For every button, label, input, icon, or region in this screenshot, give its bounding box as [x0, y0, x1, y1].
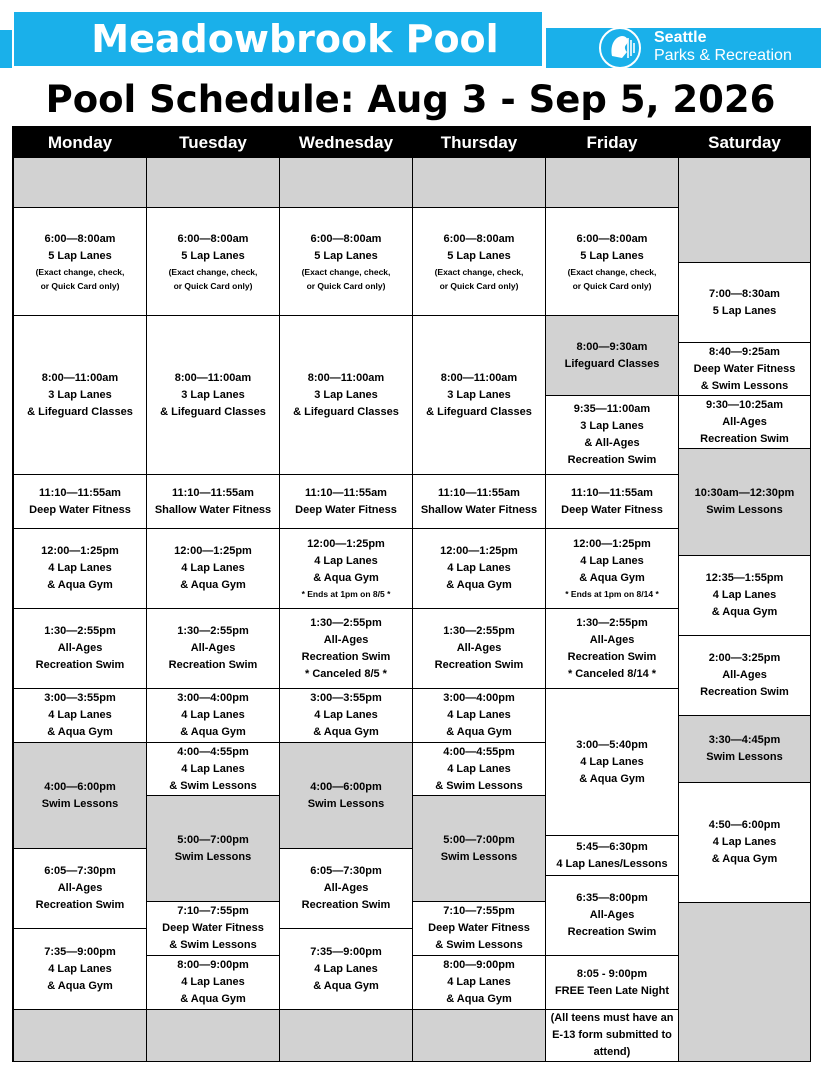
slot-text: 4 Lap Lanes [447, 709, 511, 721]
slot-text: & Aqua Gym [446, 726, 512, 738]
slot-note: or Quick Card only) [306, 280, 386, 291]
slot-note: (Exact change, check, [434, 266, 524, 277]
slot-note: or Quick Card only) [173, 280, 253, 291]
slot-text: 5 Lap Lanes [314, 249, 378, 262]
schedule-slot [147, 475, 280, 529]
slot-text: Recreation Swim [35, 659, 125, 671]
slot-text: & Swim Lessons [169, 939, 257, 951]
schedule-slot [413, 689, 546, 743]
schedule-slot [546, 836, 679, 876]
schedule-slot [14, 316, 147, 475]
slot-note: or Quick Card only) [439, 280, 519, 291]
schedule-slot [679, 903, 811, 1062]
slot-text: 6:35—8:00pm [576, 892, 648, 904]
slot-text: E-13 form submitted to [552, 1029, 672, 1041]
slot-text: 4 Lap Lanes [580, 555, 644, 567]
schedule-slot [147, 902, 280, 956]
schedule-grid [12, 126, 811, 1062]
slot-text: 1:30—2:55pm [177, 625, 249, 637]
slot-text: & Aqua Gym [47, 579, 113, 591]
day-header-wednesday: Wednesday [280, 128, 413, 158]
slot-text: Swim Lessons [706, 504, 783, 516]
slot-text: (All teens must have an [550, 1012, 674, 1024]
slot-text: 4 Lap Lanes [48, 562, 112, 574]
slot-text: All-Ages [722, 669, 767, 681]
slot-note: (Exact change, check, [168, 266, 258, 277]
slot-text: 12:00—1:25pm [174, 545, 252, 557]
slot-text: 4 Lap Lanes [181, 709, 245, 721]
slot-text: 3:30—4:45pm [708, 734, 781, 746]
slot-text: 9:30—10:25am [705, 398, 784, 411]
slot-text: 8:00—9:00pm [177, 959, 249, 971]
slot-text: 6:00—8:00am [44, 232, 116, 245]
slot-text: Recreation Swim [567, 926, 657, 938]
schedule-slot [14, 475, 147, 529]
slot-text: 5 Lap Lanes [712, 304, 777, 317]
slot-text: & Lifeguard Classes [426, 405, 532, 418]
slot-text: & Aqua Gym [446, 579, 512, 591]
slot-text: Recreation Swim [434, 659, 524, 671]
schedule-slot [280, 158, 413, 208]
slot-text: 3 Lap Lanes [447, 388, 511, 401]
schedule-slot [546, 876, 679, 956]
slot-text: & Swim Lessons [700, 379, 789, 392]
slot-text: 8:40—9:25am [709, 345, 780, 358]
slot-text: 6:00—8:00am [177, 232, 249, 245]
slot-text: 4:00—4:55pm [443, 745, 515, 758]
slot-text: & Aqua Gym [711, 853, 778, 865]
slot-text: Shallow Water Fitness [154, 503, 272, 516]
slot-note: (Exact change, check, [567, 266, 657, 277]
slot-text: & Aqua Gym [180, 726, 246, 738]
slot-text: & Aqua Gym [47, 979, 113, 992]
slot-text: & Aqua Gym [446, 993, 512, 1005]
slot-text: 8:05 - 9:00pm [576, 967, 648, 980]
schedule-slot [413, 796, 546, 902]
slot-text: Recreation Swim [567, 650, 657, 663]
slot-text: All-Ages [722, 415, 767, 428]
slot-text: & Aqua Gym [180, 993, 246, 1005]
schedule-slot [546, 396, 679, 475]
slot-text: All-Ages [589, 633, 635, 646]
slot-text: Deep Water Fitness [693, 362, 796, 375]
slot-text: Deep Water Fitness [29, 503, 131, 516]
schedule-slot [546, 529, 679, 609]
slot-text: 4 Lap Lanes [712, 589, 777, 601]
slot-text: 10:30am—12:30pm [694, 487, 795, 499]
slot-text: 6:05—7:30pm [310, 865, 382, 877]
schedule-slot [413, 1010, 546, 1062]
slot-text: * Canceled 8/5 * [305, 667, 387, 680]
schedule-slot [679, 158, 811, 263]
slot-text: attend) [593, 1046, 631, 1058]
slot-text: 5:45—6:30pm [576, 840, 648, 853]
slot-text: All-Ages [323, 633, 369, 646]
schedule-slot [147, 689, 280, 743]
schedule-slot [546, 208, 679, 316]
slot-text: 4 Lap Lanes [314, 962, 378, 975]
slot-text: 4 Lap Lanes/Lessons [556, 857, 668, 870]
slot-text: * Canceled 8/14 * [567, 667, 657, 680]
schedule-slot [14, 158, 147, 208]
schedule-slot [413, 956, 546, 1010]
slot-text: 4 Lap Lanes [181, 762, 245, 775]
slot-text: 3:00—3:55pm [44, 692, 116, 704]
schedule-slot [413, 743, 546, 796]
schedule-slot [147, 316, 280, 475]
schedule-slot [413, 529, 546, 609]
slot-text: Swim Lessons [440, 850, 518, 863]
slot-text: Swim Lessons [174, 850, 252, 863]
schedule-slot [280, 316, 413, 475]
schedule-slot [14, 689, 147, 743]
day-header-saturday: Saturday [679, 128, 811, 158]
schedule-slot [546, 316, 679, 396]
schedule-slot [147, 158, 280, 208]
slot-text: 4:00—4:55pm [177, 745, 249, 758]
slot-text: 4 Lap Lanes [181, 562, 245, 574]
schedule-slot [413, 158, 546, 208]
slot-text: Deep Water Fitness [428, 922, 530, 934]
schedule-slot [14, 609, 147, 689]
slot-text: 1:30—2:55pm [44, 625, 116, 637]
slot-text: & Aqua Gym [313, 979, 379, 992]
slot-text: 6:00—8:00am [310, 232, 382, 245]
slot-text: 5 Lap Lanes [181, 249, 245, 262]
slot-text: 7:35—9:00pm [310, 945, 382, 958]
slot-text: 11:10—11:55am [571, 486, 653, 499]
slot-text: Recreation Swim [567, 454, 657, 466]
schedule-slot [14, 929, 147, 1010]
slot-text: All-Ages [589, 909, 635, 921]
slot-text: 7:10—7:55pm [177, 905, 249, 917]
slot-text: 2:00—3:25pm [708, 652, 781, 664]
slot-text: Swim Lessons [41, 797, 119, 810]
slot-text: 11:10—11:55am [172, 486, 254, 499]
slot-text: 3 Lap Lanes [48, 388, 112, 401]
slot-text: Recreation Swim [168, 659, 258, 671]
slot-text: 5 Lap Lanes [48, 249, 112, 262]
slot-text: All-Ages [57, 642, 103, 654]
schedule-slot [147, 956, 280, 1010]
slot-text: 11:10—11:55am [438, 486, 520, 499]
slot-text: 8:00—11:00am [440, 371, 518, 384]
slot-text: 5:00—7:00pm [443, 833, 515, 846]
slot-text: Recreation Swim [301, 899, 391, 911]
day-header-tuesday: Tuesday [147, 128, 280, 158]
schedule-slot [679, 343, 811, 396]
banner-left-stripe [0, 30, 12, 68]
seattle-seal-icon [598, 26, 642, 70]
slot-text: 4 Lap Lanes [447, 762, 511, 775]
schedule-slot [280, 929, 413, 1010]
slot-text: & Swim Lessons [435, 939, 523, 951]
slot-text: 3 Lap Lanes [181, 388, 245, 401]
schedule-slot [280, 743, 413, 849]
schedule-slot [14, 208, 147, 316]
pool-name-banner: Meadowbrook Pool [14, 12, 542, 66]
schedule-slot [679, 783, 811, 903]
slot-text: 4:50—6:00pm [708, 819, 781, 831]
slot-text: 4:00—6:00pm [44, 780, 116, 793]
schedule-slot [14, 1010, 147, 1062]
slot-text: 9:35—11:00am [573, 403, 651, 415]
schedule-slot [546, 689, 679, 836]
schedule-slot [413, 902, 546, 956]
slot-text: 12:00—1:25pm [573, 538, 651, 550]
slot-text: 8:00—11:00am [174, 371, 252, 384]
slot-text: Recreation Swim [35, 899, 125, 911]
schedule-slot [14, 529, 147, 609]
slot-text: Deep Water Fitness [162, 922, 264, 934]
slot-text: & All-Ages [584, 437, 640, 449]
slot-note: * Ends at 1pm on 8/5 * [301, 589, 391, 599]
slot-text: & Aqua Gym [313, 726, 379, 738]
slot-text: 4 Lap Lanes [181, 976, 245, 988]
slot-text: & Lifeguard Classes [293, 405, 399, 418]
slot-text: Recreation Swim [700, 432, 789, 445]
slot-text: Lifeguard Classes [564, 357, 660, 370]
schedule-slot [546, 609, 679, 689]
parks-logo [546, 28, 821, 68]
slot-text: 8:00—11:00am [41, 371, 119, 384]
slot-text: 5:00—7:00pm [177, 833, 249, 846]
slot-text: 12:00—1:25pm [307, 538, 385, 550]
slot-text: 6:05—7:30pm [44, 865, 116, 877]
schedule-slot [546, 475, 679, 529]
slot-text: & Aqua Gym [711, 606, 778, 618]
slot-text: 3:00—3:55pm [310, 692, 382, 704]
schedule-slot [679, 636, 811, 716]
schedule-slot [413, 316, 546, 475]
slot-text: 3 Lap Lanes [314, 388, 378, 401]
schedule-slot [679, 396, 811, 449]
schedule-slot [280, 1010, 413, 1062]
slot-text: 4 Lap Lanes [447, 976, 511, 988]
schedule-slot [280, 208, 413, 316]
slot-text: & Swim Lessons [169, 779, 257, 792]
slot-text: 3:00—5:40pm [576, 738, 648, 751]
slot-text: 4 Lap Lanes [48, 962, 112, 975]
schedule-slot [546, 956, 679, 1010]
schedule-slot [147, 208, 280, 316]
slot-text: 1:30—2:55pm [443, 625, 515, 637]
schedule-slot [14, 849, 147, 929]
slot-text: 4 Lap Lanes [712, 836, 777, 848]
slot-text: 4 Lap Lanes [580, 755, 644, 768]
schedule-slot [280, 689, 413, 743]
slot-note: (Exact change, check, [35, 266, 125, 277]
schedule-slot [147, 1010, 280, 1062]
schedule-slot [147, 529, 280, 609]
schedule-slot [147, 796, 280, 902]
slot-text: 4 Lap Lanes [314, 555, 378, 567]
slot-text: 7:35—9:00pm [44, 945, 116, 958]
schedule-slot [147, 609, 280, 689]
slot-text: Deep Water Fitness [561, 503, 663, 516]
slot-text: FREE Teen Late Night [554, 984, 670, 997]
schedule-slot [280, 849, 413, 929]
slot-text: Swim Lessons [706, 751, 783, 763]
day-header-thursday: Thursday [413, 128, 546, 158]
schedule-slot [679, 716, 811, 783]
schedule-slot [679, 263, 811, 343]
slot-text: Recreation Swim [700, 686, 789, 698]
slot-text: Recreation Swim [301, 650, 391, 663]
schedule-slot [546, 158, 679, 208]
slot-text: & Aqua Gym [47, 726, 113, 738]
slot-text: All-Ages [323, 882, 369, 894]
slot-text: Swim Lessons [307, 797, 385, 810]
slot-text: 4:00—6:00pm [310, 780, 382, 793]
slot-text: 4 Lap Lanes [48, 709, 112, 721]
slot-note: or Quick Card only) [572, 280, 652, 291]
slot-text: 4 Lap Lanes [447, 562, 511, 574]
slot-text: 12:00—1:25pm [440, 545, 518, 557]
slot-text: 1:30—2:55pm [310, 616, 382, 629]
schedule-slot [679, 556, 811, 636]
slot-text: Deep Water Fitness [295, 503, 397, 516]
schedule-slot [679, 449, 811, 556]
schedule-slot [14, 743, 147, 849]
schedule-title: Pool Schedule: Aug 3 - Sep 5, 2026 [45, 78, 776, 121]
slot-text: All-Ages [456, 642, 502, 654]
slot-text: & Aqua Gym [313, 572, 379, 584]
logo-line-seattle: Seattle [654, 29, 707, 46]
slot-text: 4 Lap Lanes [314, 709, 378, 721]
schedule-slot [413, 609, 546, 689]
slot-note: or Quick Card only) [40, 280, 120, 291]
slot-text: 11:10—11:55am [39, 486, 121, 499]
schedule-slot [413, 208, 546, 316]
slot-text: & Aqua Gym [180, 579, 246, 591]
day-header-friday: Friday [546, 128, 679, 158]
schedule-slot [280, 529, 413, 609]
schedule-slot [280, 475, 413, 529]
slot-text: 12:00—1:25pm [41, 545, 119, 557]
slot-text: All-Ages [57, 882, 103, 894]
slot-text: All-Ages [190, 642, 236, 654]
slot-text: & Aqua Gym [579, 572, 645, 584]
slot-text: 8:00—9:00pm [443, 959, 515, 971]
logo-line-parks: Parks & Recreation [654, 47, 792, 64]
slot-text: & Aqua Gym [579, 772, 645, 785]
slot-text: 7:00—8:30am [709, 287, 780, 300]
schedule-slot [147, 743, 280, 796]
slot-text: 6:00—8:00am [443, 232, 515, 245]
day-header-monday: Monday [14, 128, 147, 158]
slot-text: & Swim Lessons [435, 779, 523, 792]
slot-text: 7:10—7:55pm [443, 905, 515, 917]
slot-text: 6:00—8:00am [576, 232, 648, 245]
slot-text: 12:35—1:55pm [705, 572, 784, 584]
schedule-slot [546, 1010, 679, 1062]
slot-text: 3 Lap Lanes [580, 420, 644, 432]
schedule-slot [280, 609, 413, 689]
slot-text: & Lifeguard Classes [160, 405, 266, 418]
slot-text: 1:30—2:55pm [576, 616, 648, 629]
slot-text: 11:10—11:55am [305, 486, 387, 499]
slot-text: & Lifeguard Classes [27, 405, 133, 418]
slot-text: 5 Lap Lanes [580, 249, 644, 262]
slot-text: 8:00—9:30am [576, 340, 648, 353]
slot-text: Shallow Water Fitness [420, 503, 538, 516]
slot-text: 5 Lap Lanes [447, 249, 511, 262]
slot-note: (Exact change, check, [301, 266, 391, 277]
slot-text: 3:00—4:00pm [443, 692, 515, 704]
slot-text: 3:00—4:00pm [177, 692, 249, 704]
slot-text: 8:00—11:00am [307, 371, 385, 384]
slot-note: * Ends at 1pm on 8/14 * [565, 589, 659, 599]
schedule-slot [413, 475, 546, 529]
